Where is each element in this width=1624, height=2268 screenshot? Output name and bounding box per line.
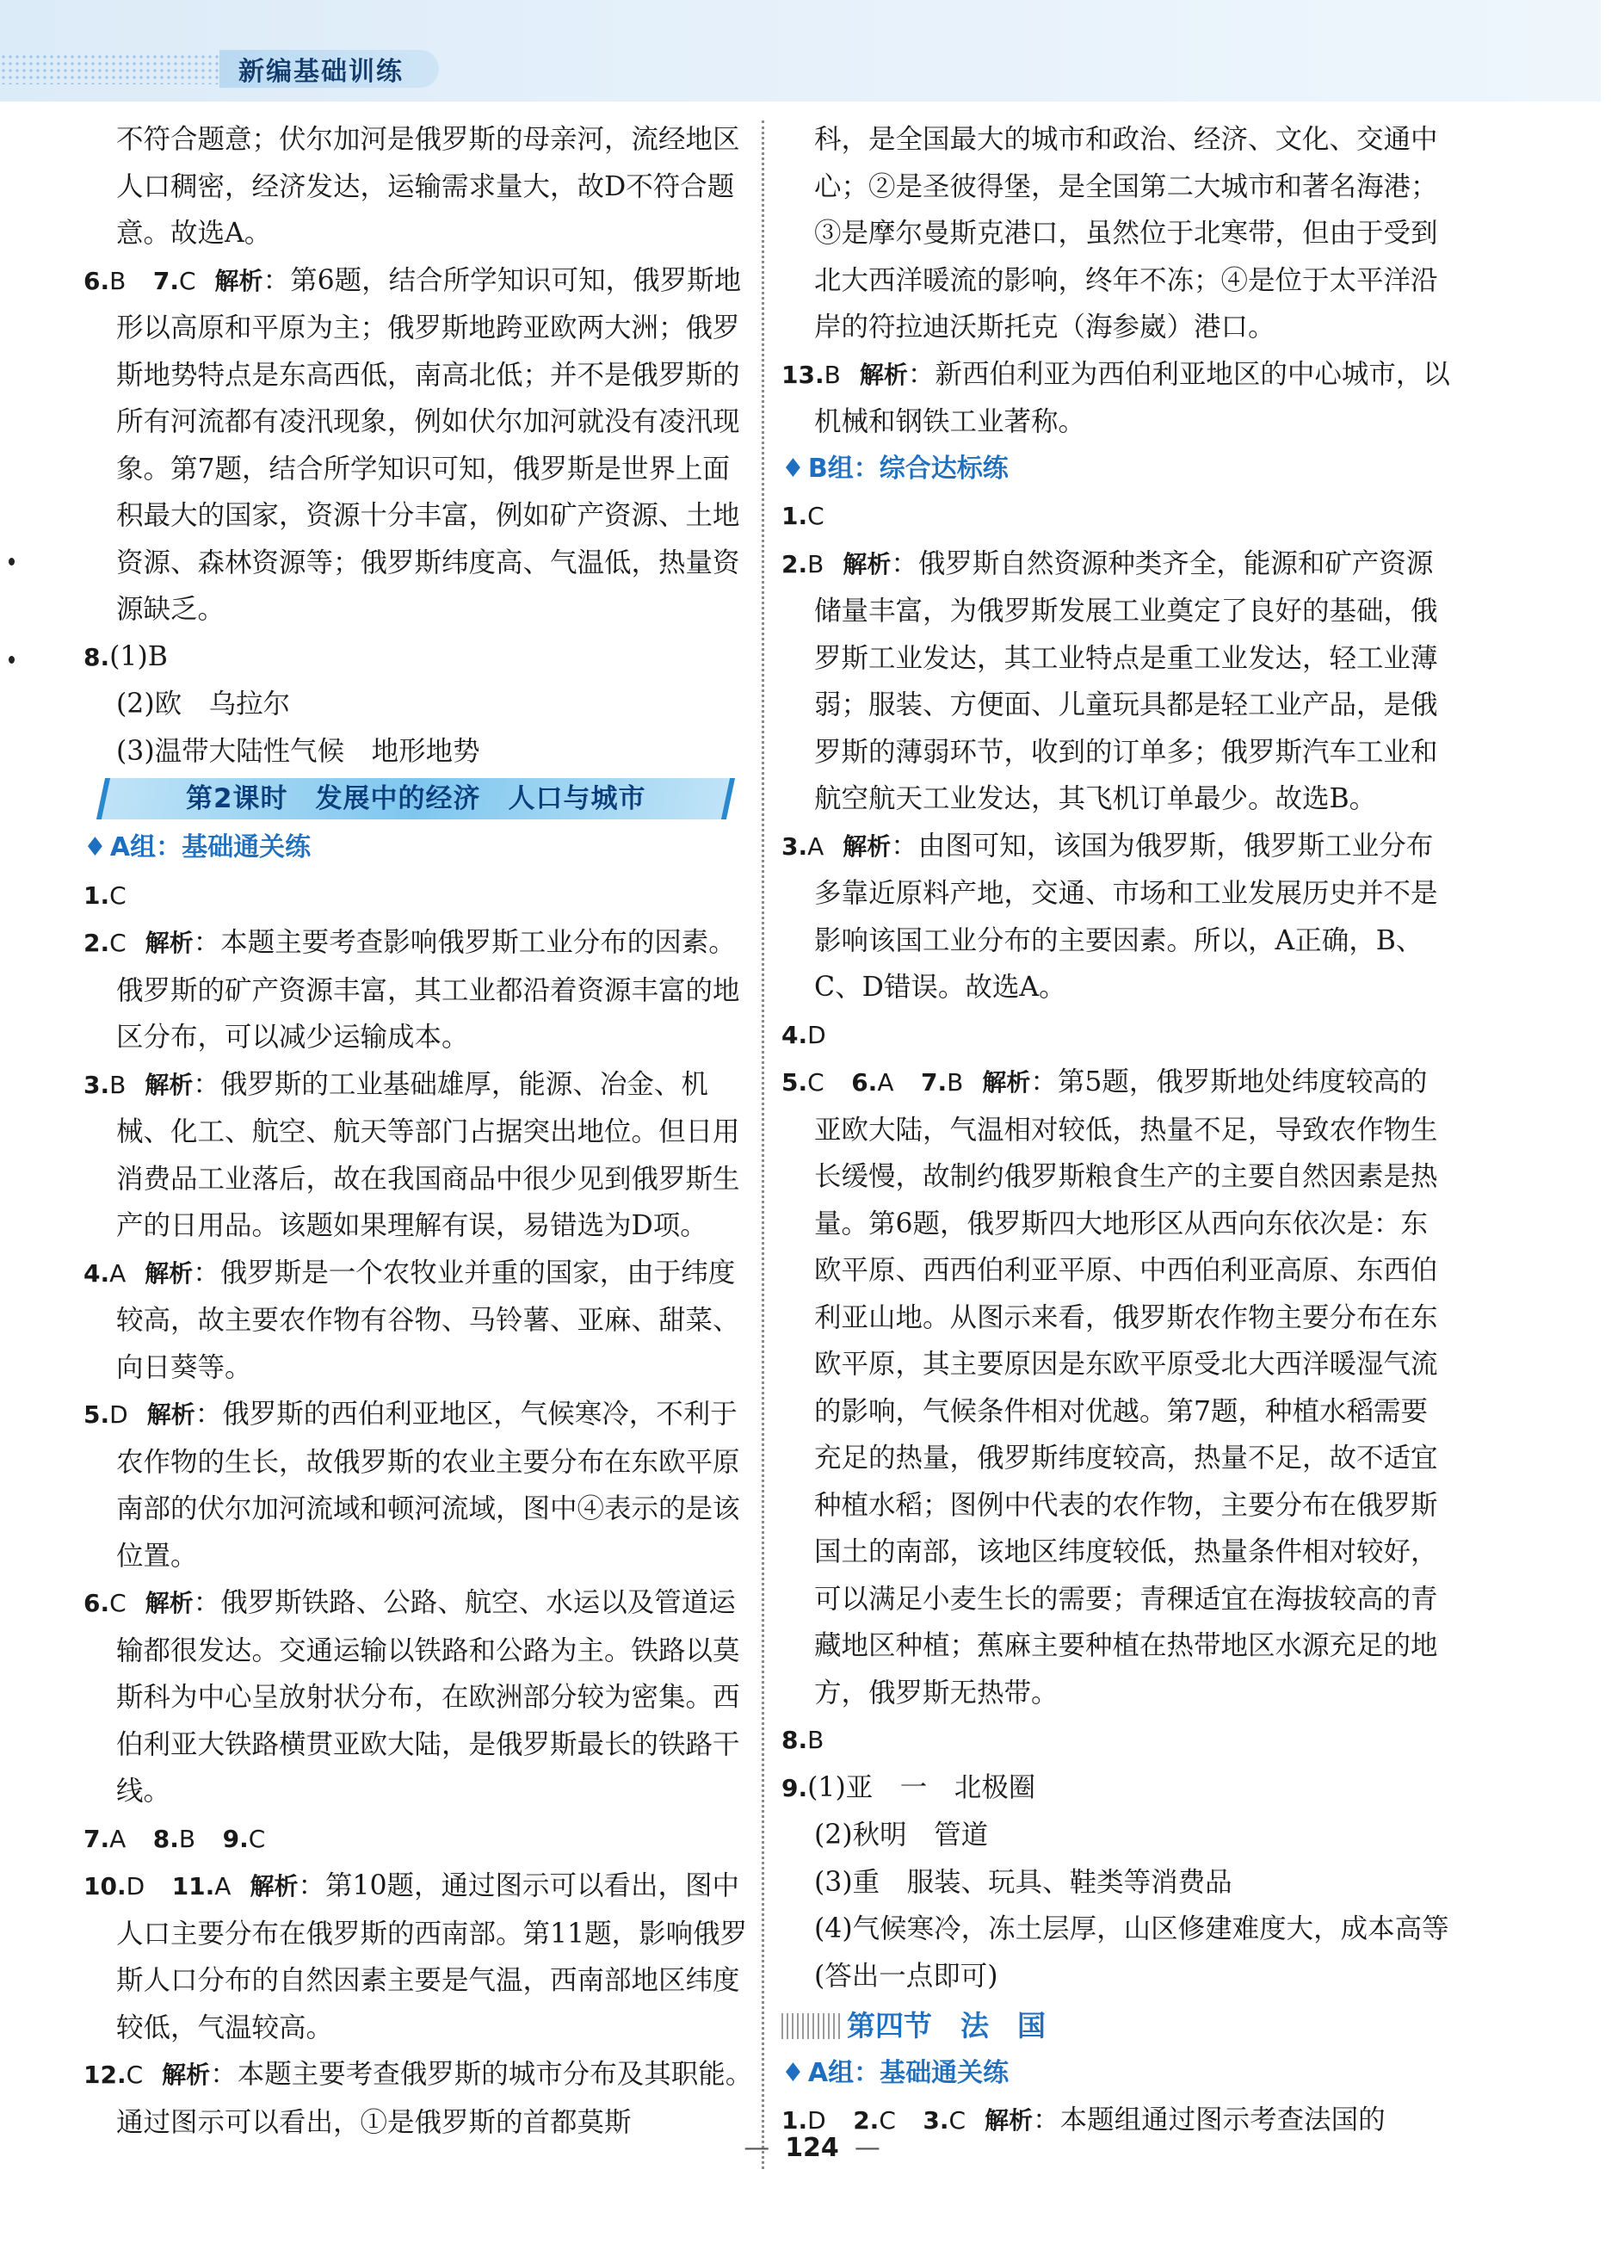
answer-b5-7: 5.C 6.A 7.B 解析：第5题，俄罗斯地处纬度较高的亚欧大陆，气温相对较低，热量不足，导致农作物生长缓慢，故制约俄罗斯粮食生产的主要自然因素是热量。第6题，俄罗斯四大地形区从西向东依次是：东欧平原、西西伯利亚平原、中西伯利亚高原、东西伯利亚山地。从图示来看，俄罗斯农作物主要分布在东欧平原，其主要原因是东欧平原受北大西洋暖湿气流的影响，气候条件相对优越。第7题，种植水稻需要充足的热量，俄罗斯纬度较高，热量不足，故不适宜种植水稻；图例中代表的农作物，主要分布在俄罗斯国土的南部，该地区纬度较低，热量条件相对较好，可以满足小麦生长的需要；青稞适宜在海拔较高的青藏地区种植；蕉麻主要种植在热带地区水源充足的地方，俄罗斯无热带。	[781, 1066, 1438, 1709]
group-a-heading: ♦ A组：基础通关练	[83, 825, 755, 872]
answer-b1: 1.C	[781, 502, 824, 530]
answer-b4: 4.D	[781, 1020, 826, 1049]
answer-8: 8.(1)B	[83, 640, 168, 672]
answer-b8: 8.B	[781, 1726, 824, 1754]
answer-b9-line: (4)气候寒冷，冻土层厚，山区修建难度大，成本高等	[814, 1913, 1449, 1944]
group-b-heading: ♦ B组：综合达标练	[781, 446, 1453, 493]
answer-a5: 5.D 解析：俄罗斯的西伯利亚地区，气候寒冷，不利于农作物的生长，故俄罗斯的农业主要分布在东欧平原南部的伏尔加河流域和顿河流域，图中④表示的是该位置。	[83, 1399, 740, 1572]
answer-b3: 3.A 解析：由图可知，该国为俄罗斯，俄罗斯工业分布多靠近原料产地，交通、市场和工业发展历史并不是影响该国工业分布的主要因素。所以，A正确，B、C、D错误。故选A。	[781, 830, 1438, 1003]
header-title: 新编基础训练	[219, 50, 439, 88]
margin-dot	[9, 558, 15, 565]
answer-a3: 3.B 解析：俄罗斯的工业基础雄厚，能源、冶金、机械、化工、航空、航天等部门占据突出地位。但日用消费品工业落后，故在我国商品中很少见到俄罗斯生产的日用品。该题如果理解有误，易错选为D项。	[83, 1068, 740, 1241]
section-bars-icon	[781, 2013, 842, 2039]
answer-b9-line: (2)秋明 管道	[814, 1820, 989, 1851]
section-heading: 第四节 法 国	[781, 2003, 1453, 2050]
page-footer: — 124 —	[744, 2133, 880, 2163]
right-column	[781, 116, 1453, 2145]
answer-a12: 12.C 解析：本题主要考查俄罗斯的城市分布及其职能。通过图示可以看出，①是俄罗斯的首都莫斯	[83, 2059, 753, 2138]
answer-a2: 2.C 解析：本题主要考查影响俄罗斯工业分布的因素。俄罗斯的矿产资源丰富，其工业都沿着资源丰富的地区分布，可以减少运输成本。	[83, 927, 740, 1053]
answer-8-line: (3)温带大陆性气候 地形地势	[116, 735, 480, 767]
diamond-icon: ♦	[781, 453, 805, 484]
answer-a13: 13.B 解析：新西伯利亚为西伯利亚地区的中心城市，以机械和钢铁工业著称。	[781, 358, 1450, 437]
answer-a6: 6.C 解析：俄罗斯铁路、公路、航空、水运以及管道运输都很发达。交通运输以铁路和公路为主。铁路以莫斯科为中心呈放射状分布，在欧洲部分较为密集。西伯利亚大铁路横贯亚欧大陆，是俄罗斯最长的铁路干线。	[83, 1587, 740, 1807]
diamond-icon: ♦	[83, 832, 107, 862]
intro-text: 不符合题意；伏尔加河是俄罗斯的母亲河，流经地区人口稠密，经济发达，运输需求量大，故D不符合题意。故选A。	[116, 124, 740, 249]
left-column	[83, 116, 755, 2146]
answer-b2: 2.B 解析：俄罗斯自然资源种类齐全，能源和矿产资源储量丰富，为俄罗斯发展工业奠定了良好的基础，俄罗斯工业发达，其工业特点是重工业发达，轻工业薄弱；服装、方便面、儿童玩具都是轻工业产品，是俄罗斯的薄弱环节，收到的订单多；俄罗斯汽车工业和航空航天工业发达，其飞机订单最少。故选B。	[781, 547, 1438, 814]
answer-a7-9: 7.A 8.B 9.C	[83, 1824, 266, 1853]
answer-a10-11: 10.D 11.A 解析：第10题，通过图示可以看出，图中人口主要分布在俄罗斯的西南部。第11题，影响俄罗斯人口分布的自然因素主要是气温，西南部地区纬度较低，气温较高。	[83, 1870, 748, 2043]
answer-b9-line: (答出一点即可)	[814, 1960, 998, 1992]
page-number: 124	[785, 2133, 839, 2163]
margin-dot	[9, 656, 15, 664]
answer-8-line: (2)欧 乌拉尔	[116, 689, 291, 720]
answer-a12-continued: 科，是全国最大的城市和政治、经济、文化、交通中心；②是圣彼得堡，是全国第二大城市和著名海港；③是摩尔曼斯克港口，虽然位于北寒带，但由于受到北大西洋暖流的影响，终年不冻；④是位于太平洋沿岸的符拉迪沃斯托克（海参崴）港口。	[814, 124, 1438, 343]
group-a2-heading: ♦ A组：基础通关练	[781, 2050, 1453, 2098]
column-divider	[762, 121, 764, 2169]
lesson-banner: 第2课时 发展中的经济 人口与城市	[96, 778, 735, 819]
answer-6-7: 6.B 7.C 解析：第6题，结合所学知识可知，俄罗斯地形以高原和平原为主；俄罗斯地跨亚欧两大洲；俄罗斯地势特点是东高西低，南高北低；并不是俄罗斯的所有河流都有凌汛现象，例如伏尔加河就没有凌汛现象。第7题，结合所学知识可知，俄罗斯是世界上面积最大的国家，资源十分丰富，例如矿产资源、土地资源、森林资源等；俄罗斯纬度高、气温低，热量资源缺乏。	[83, 264, 742, 625]
answer-a4: 4.A 解析：俄罗斯是一个农牧业并重的国家，由于纬度较高，故主要农作物有谷物、马铃薯、亚麻、甜菜、向日葵等。	[83, 1257, 740, 1383]
answer-a1: 1.C	[83, 881, 127, 910]
answer-c1-3: 1.D 2.C 3.C 解析：本题组通过图示考查法国的	[781, 2104, 1386, 2135]
answer-b9: 9.(1)亚 一 北极圈	[781, 1771, 1036, 1803]
header-dot-pattern	[0, 53, 219, 84]
diamond-icon: ♦	[781, 2057, 805, 2088]
answer-b9-line: (3)重 服装、玩具、鞋类等消费品	[814, 1866, 1232, 1898]
